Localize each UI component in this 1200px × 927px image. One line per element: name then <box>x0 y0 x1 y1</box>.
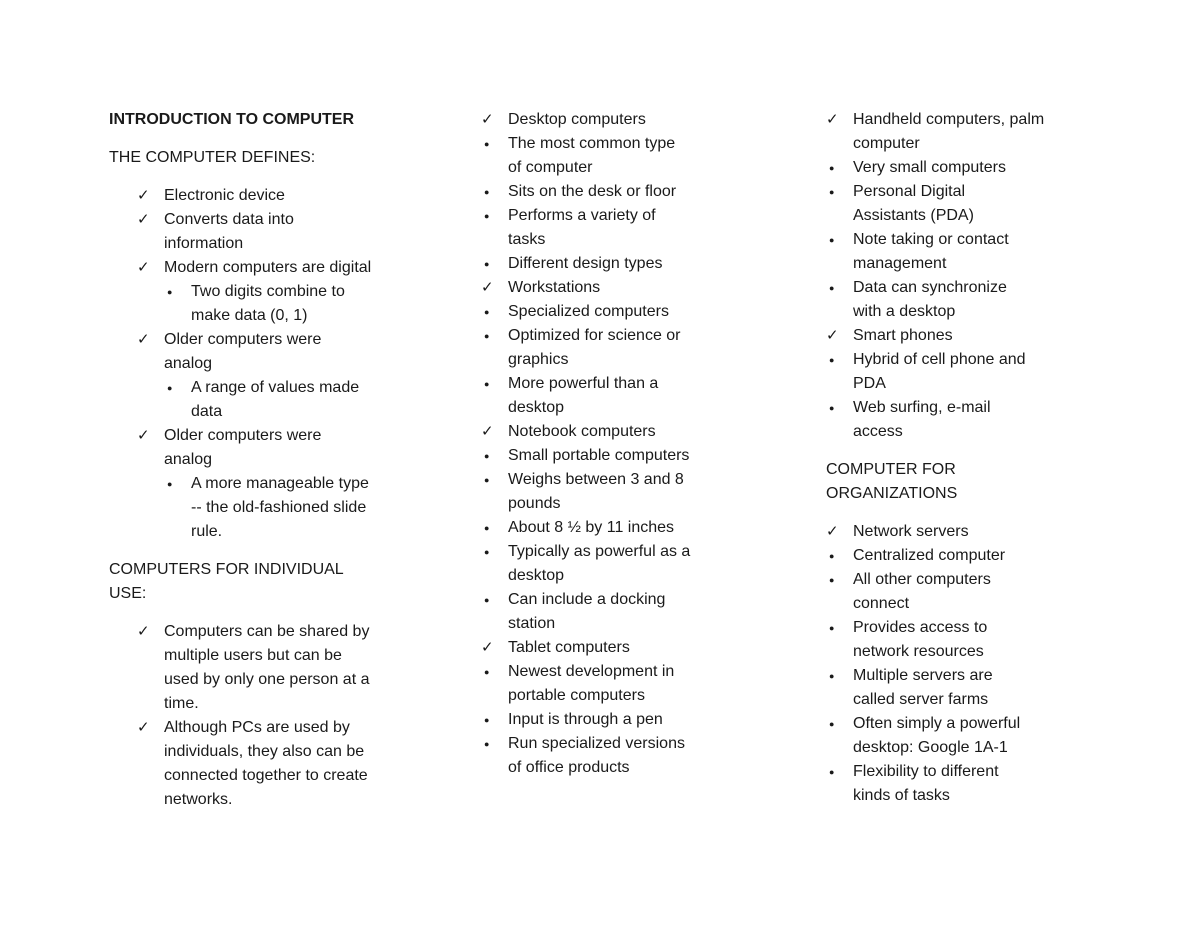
check-list <box>481 108 761 780</box>
bullet-text-line: Sits on the desk or floor <box>508 183 677 200</box>
item-text-line: information <box>164 235 244 252</box>
check-icon: ✓ <box>137 187 150 204</box>
bullet-item <box>829 348 1096 396</box>
bullet-item <box>484 204 761 252</box>
check-icon: ✓ <box>137 211 150 228</box>
bullet-text-line: Hybrid of cell phone and <box>853 351 1026 368</box>
section-heading-organizations <box>826 458 1096 506</box>
item-text-line: used by only one person at a <box>164 671 370 688</box>
bullet-icon: ● <box>167 383 173 393</box>
bullet-item <box>829 396 1096 444</box>
bullet-text-line: rule. <box>191 523 223 540</box>
item-text-line: analog <box>164 451 213 468</box>
bullet-icon: ● <box>484 139 490 149</box>
document-title: INTRODUCTION TO COMPUTER <box>109 111 355 128</box>
bullet-item <box>829 276 1096 324</box>
bullet-item <box>484 180 761 204</box>
bullet-text-line: Input is through a pen <box>508 711 663 728</box>
bullet-text-line: Different design types <box>508 255 663 272</box>
checklist-item <box>481 276 761 300</box>
check-list <box>137 620 409 812</box>
check-list <box>826 108 1096 444</box>
check-icon: ✓ <box>826 111 839 128</box>
bullet-icon: ● <box>167 287 173 297</box>
bullet-text-line: Small portable computers <box>508 447 690 464</box>
check-icon: ✓ <box>137 331 150 348</box>
bullet-text-line: called server farms <box>853 691 989 708</box>
bullet-text-line: management <box>853 255 947 272</box>
checklist-item <box>826 324 1096 348</box>
section-heading-individual-use <box>109 558 409 606</box>
bullet-icon: ● <box>484 259 490 269</box>
bullet-icon: ● <box>829 235 835 245</box>
column-1 <box>109 108 409 812</box>
checklist-item <box>137 424 409 472</box>
bullet-text-line: Weighs between 3 and 8 <box>508 471 684 488</box>
bullet-text-line: Web surfing, e-mail <box>853 399 991 416</box>
bullet-icon: ● <box>484 739 490 749</box>
check-icon: ✓ <box>481 423 494 440</box>
item-text-line: Notebook computers <box>508 423 656 440</box>
bullet-text-line: desktop <box>508 567 565 584</box>
heading-line: COMPUTER FOR <box>826 461 956 478</box>
item-text-line: Older computers were <box>164 427 322 444</box>
bullet-text-line: desktop <box>508 399 565 416</box>
check-icon: ✓ <box>481 639 494 656</box>
bullet-text-line: Provides access to <box>853 619 988 636</box>
bullet-item <box>829 544 1096 568</box>
bullet-item <box>484 372 761 420</box>
checklist-item <box>481 108 761 132</box>
bullet-item <box>484 132 761 180</box>
bullet-text-line: PDA <box>853 375 886 392</box>
bullet-text-line: station <box>508 615 556 632</box>
bullet-icon: ● <box>829 575 835 585</box>
check-icon: ✓ <box>826 327 839 344</box>
bullet-text-line: A range of values made <box>191 379 360 396</box>
bullet-item <box>484 732 761 780</box>
bullet-text-line: with a desktop <box>853 303 956 320</box>
bullet-icon: ● <box>484 211 490 221</box>
heading-line: USE: <box>109 585 147 602</box>
bullet-icon: ● <box>829 163 835 173</box>
bullet-icon: ● <box>484 595 490 605</box>
bullet-text-line: Two digits combine to <box>191 283 345 300</box>
bullet-icon: ● <box>829 187 835 197</box>
bullet-text-line: of computer <box>508 159 593 176</box>
bullet-text-line: A more manageable type <box>191 475 369 492</box>
checklist-item <box>826 520 1096 544</box>
bullet-item <box>484 252 761 276</box>
item-text-line: multiple users but can be <box>164 647 342 664</box>
bullet-item <box>829 760 1096 808</box>
bullet-text-line: -- the old-fashioned slide <box>191 499 367 516</box>
bullet-text-line: tasks <box>508 231 546 248</box>
bullet-item <box>484 444 761 468</box>
bullet-item <box>829 228 1096 276</box>
item-text-line: Although PCs are used by <box>164 719 350 736</box>
check-icon: ✓ <box>137 259 150 276</box>
bullet-icon: ● <box>829 355 835 365</box>
bullet-icon: ● <box>167 479 173 489</box>
bullet-text-line: make data (0, 1) <box>191 307 308 324</box>
bullet-item <box>484 300 761 324</box>
bullet-text-line: Note taking or contact <box>853 231 1009 248</box>
check-icon: ✓ <box>481 111 494 128</box>
bullet-item <box>484 540 761 588</box>
bullet-item <box>484 708 761 732</box>
item-text-line: Workstations <box>508 279 601 296</box>
item-text-line: Desktop computers <box>508 111 646 128</box>
bullet-icon: ● <box>484 667 490 677</box>
item-text-line: Tablet computers <box>508 639 630 656</box>
check-icon: ✓ <box>826 523 839 540</box>
bullet-item <box>484 588 761 636</box>
bullet-icon: ● <box>829 283 835 293</box>
bullet-icon: ● <box>484 715 490 725</box>
item-text-line: Electronic device <box>164 187 285 204</box>
check-icon: ✓ <box>137 623 150 640</box>
checklist-item <box>137 256 409 280</box>
bullet-item <box>829 180 1096 228</box>
bullet-item <box>167 376 409 424</box>
item-text-line: connected together to create <box>164 767 368 784</box>
bullet-text-line: Run specialized versions <box>508 735 685 752</box>
bullet-text-line: About 8 ½ by 11 inches <box>508 519 675 536</box>
bullet-text-line: network resources <box>853 643 984 660</box>
checklist-item <box>137 208 409 256</box>
bullet-icon: ● <box>829 719 835 729</box>
checklist-item <box>137 328 409 376</box>
bullet-icon: ● <box>829 403 835 413</box>
bullet-text-line: Newest development in <box>508 663 675 680</box>
checklist-item <box>481 420 761 444</box>
bullet-text-line: Optimized for science or <box>508 327 681 344</box>
checklist-item <box>826 108 1096 156</box>
bullet-icon: ● <box>829 623 835 633</box>
item-text-line: Smart phones <box>853 327 953 344</box>
bullet-text-line: Flexibility to different <box>853 763 999 780</box>
bullet-text-line: of office products <box>508 759 630 776</box>
bullet-text-line: graphics <box>508 351 569 368</box>
check-icon: ✓ <box>481 279 494 296</box>
bullet-text-line: Centralized computer <box>853 547 1006 564</box>
bullet-text-line: Assistants (PDA) <box>853 207 974 224</box>
bullet-text-line: Performs a variety of <box>508 207 656 224</box>
item-text-line: networks. <box>164 791 233 808</box>
item-text-line: Computers can be shared by <box>164 623 370 640</box>
bullet-icon: ● <box>484 187 490 197</box>
bullet-item <box>484 660 761 708</box>
bullet-icon: ● <box>484 451 490 461</box>
check-list <box>826 520 1096 808</box>
bullet-icon: ● <box>484 475 490 485</box>
item-text-line: computer <box>853 135 920 152</box>
bullet-icon: ● <box>829 671 835 681</box>
bullet-text-line: kinds of tasks <box>853 787 950 804</box>
bullet-item <box>484 468 761 516</box>
bullet-item <box>829 616 1096 664</box>
item-text-line: Handheld computers, palm <box>853 111 1045 128</box>
item-text-line: Older computers were <box>164 331 322 348</box>
bullet-text-line: Multiple servers are <box>853 667 993 684</box>
bullet-item <box>167 280 409 328</box>
check-list <box>137 184 409 544</box>
checklist-item <box>137 716 409 812</box>
heading-line: COMPUTERS FOR INDIVIDUAL <box>109 561 344 578</box>
check-icon: ✓ <box>137 719 150 736</box>
bullet-text-line: data <box>191 403 223 420</box>
checklist-item <box>137 620 409 716</box>
bullet-item <box>829 664 1096 712</box>
checklist-item <box>481 636 761 660</box>
bullet-text-line: Data can synchronize <box>853 279 1007 296</box>
check-icon: ✓ <box>137 427 150 444</box>
item-text-line: analog <box>164 355 213 372</box>
bullet-text-line: connect <box>853 595 910 612</box>
bullet-text-line: pounds <box>508 495 561 512</box>
bullet-text-line: Personal Digital <box>853 183 966 200</box>
bullet-icon: ● <box>829 767 835 777</box>
bullet-text-line: More powerful than a <box>508 375 659 392</box>
bullet-icon: ● <box>484 307 490 317</box>
item-text-line: individuals, they also can be <box>164 743 365 760</box>
item-text-line: Converts data into <box>164 211 294 228</box>
bullet-item <box>829 156 1096 180</box>
bullet-icon: ● <box>484 379 490 389</box>
bullet-item <box>829 568 1096 616</box>
item-text-line: Modern computers are digital <box>164 259 372 276</box>
bullet-icon: ● <box>484 547 490 557</box>
column-3 <box>826 108 1096 808</box>
bullet-item <box>484 324 761 372</box>
bullet-item <box>829 712 1096 760</box>
section-heading-computer-defines: THE COMPUTER DEFINES: <box>109 149 316 166</box>
column-2 <box>481 108 761 780</box>
bullet-text-line: Very small computers <box>853 159 1006 176</box>
bullet-text-line: Often simply a powerful <box>853 715 1021 732</box>
bullet-text-line: The most common type <box>508 135 676 152</box>
bullet-text-line: portable computers <box>508 687 645 704</box>
bullet-text-line: Can include a docking <box>508 591 666 608</box>
bullet-text-line: access <box>853 423 903 440</box>
bullet-icon: ● <box>484 331 490 341</box>
bullet-text-line: Specialized computers <box>508 303 669 320</box>
checklist-item <box>137 184 409 208</box>
bullet-text-line: Typically as powerful as a <box>508 543 691 560</box>
bullet-text-line: All other computers <box>853 571 991 588</box>
item-text-line: Network servers <box>853 523 969 540</box>
item-text-line: time. <box>164 695 199 712</box>
bullet-item <box>167 472 409 544</box>
bullet-item <box>484 516 761 540</box>
bullet-icon: ● <box>829 551 835 561</box>
bullet-icon: ● <box>484 523 490 533</box>
bullet-text-line: desktop: Google 1A-1 <box>853 739 1008 756</box>
heading-line: ORGANIZATIONS <box>826 485 958 502</box>
